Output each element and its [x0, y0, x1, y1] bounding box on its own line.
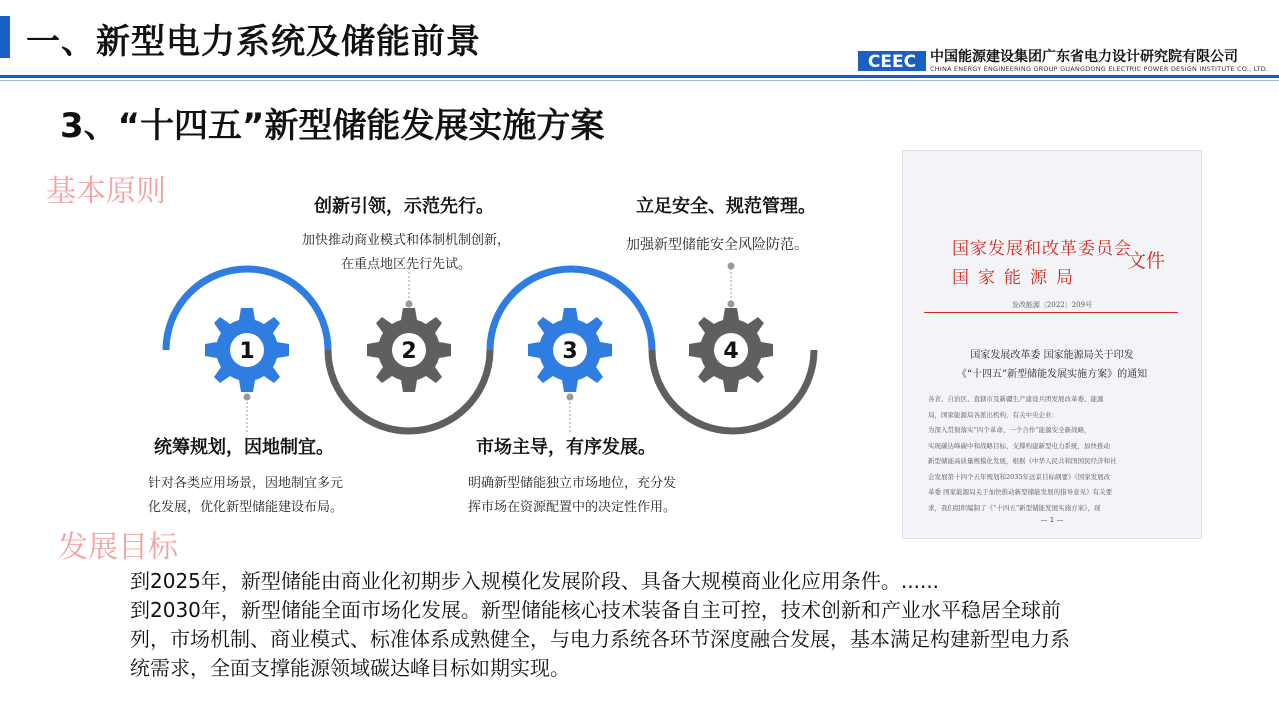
gear-icon	[689, 308, 773, 392]
doc-notice-title: 国家发展改革委 国家能源局关于印发 《“十四五”新型储能发展实施方案》的通知	[956, 350, 1148, 380]
gear-icon	[205, 308, 289, 392]
gear-number-3: 3	[562, 339, 578, 364]
principle-title-2: 创新引领，示范先行。	[314, 196, 494, 217]
principle-desc-2: 加快推动商业模式和体制机制创新， 在重点地区先行先试。	[301, 233, 510, 272]
connector-dot-3	[567, 394, 574, 401]
connector-dot-4b	[728, 301, 735, 308]
svg-text:CEEC: CEEC	[867, 52, 917, 72]
principle-desc-3: 明确新型储能独立市场地位，充分发 挥市场在资源配置中的决定性作用。	[468, 476, 677, 515]
org-name-en: CHINA ENERGY ENGINEERING GROUP GUANGDONG ELECTRIC POWER DESIGN INSTITUTE CO., LTD.	[930, 65, 1269, 73]
gear-icon	[367, 308, 451, 392]
connector-dot-1	[244, 394, 251, 401]
goals-text	[130, 567, 1250, 683]
doc-issuer: 国家发展和改革委员会 国家能源局	[952, 239, 1132, 288]
doc-red-line	[924, 312, 1178, 313]
goal-line: 统需求，全面支撑能源领域碳达峰目标如期实现。	[130, 656, 570, 680]
doc-page-number: — 1 —	[1040, 516, 1064, 524]
goal-line: 到2030年，新型储能全面市场化发展。新型储能核心技术装备自主可控，技术创新和产业水平稳居全球前	[130, 598, 1061, 622]
gear-number-4: 4	[723, 339, 739, 364]
doc-word: 文件	[1127, 250, 1166, 272]
company-logo	[858, 48, 1268, 74]
org-name-cn: 中国能源建设集团广东省电力设计研究院有限公司	[930, 49, 1238, 65]
doc-number: 发改能源〔2022〕209号	[1011, 301, 1093, 309]
gear-number-2: 2	[401, 339, 417, 364]
principles-label: 基本原则	[46, 174, 166, 209]
goals-label: 发展目标	[58, 530, 178, 565]
connector-dot-4	[728, 263, 735, 270]
gear-icon	[528, 308, 612, 392]
goal-line: 列，市场机制、商业模式、标准体系成熟健全，与电力系统各环节深度融合发展，基本满足构建新型电力系	[130, 627, 1070, 651]
principle-title-4: 立足安全、规范管理。	[636, 196, 816, 217]
page-title: 一、新型电力系统及储能前景	[26, 22, 481, 62]
connector-dot-2	[406, 301, 413, 308]
policy-document-image	[902, 150, 1202, 539]
principle-title-3: 市场主导，有序发展。	[476, 437, 656, 458]
goal-line: 到2025年，新型储能由商业化初期步入规模化发展阶段、具备大规模商业化应用条件。......	[130, 569, 940, 593]
principle-desc-4: 加强新型储能安全风险防范。	[626, 237, 808, 253]
principle-title-1: 统筹规划，因地制宜。	[154, 437, 334, 458]
doc-body: 各省、自治区、直辖市及新疆生产建设兵团发展改革委、能源 局，国家能源局各派出机构，有关中央企业： 为深入贯彻落实“四个革命、一个合作”能源安全新战略， 实现碳达峰碳中和战略目标，支撑构建新型电力系统，加快推动 新型储能高质量规模化发展，根据《中华人民共和国国民经济和社 会发展第十四个五年规划和2035年远景目标纲要》《国家发展改 革委 国家能源局关于加快推动新型储能发展的指导意见》有关要 求，我们组织编制了《“十四五”新型储能发展实施方案》，现	[928, 395, 1117, 512]
gear-number-1: 1	[239, 339, 255, 364]
section-subtitle: 3、“十四五”新型储能发展实施方案	[60, 106, 605, 146]
principle-desc-1: 针对各类应用场景，因地制宜多元 化发展，优化新型储能建设布局。	[148, 476, 344, 515]
